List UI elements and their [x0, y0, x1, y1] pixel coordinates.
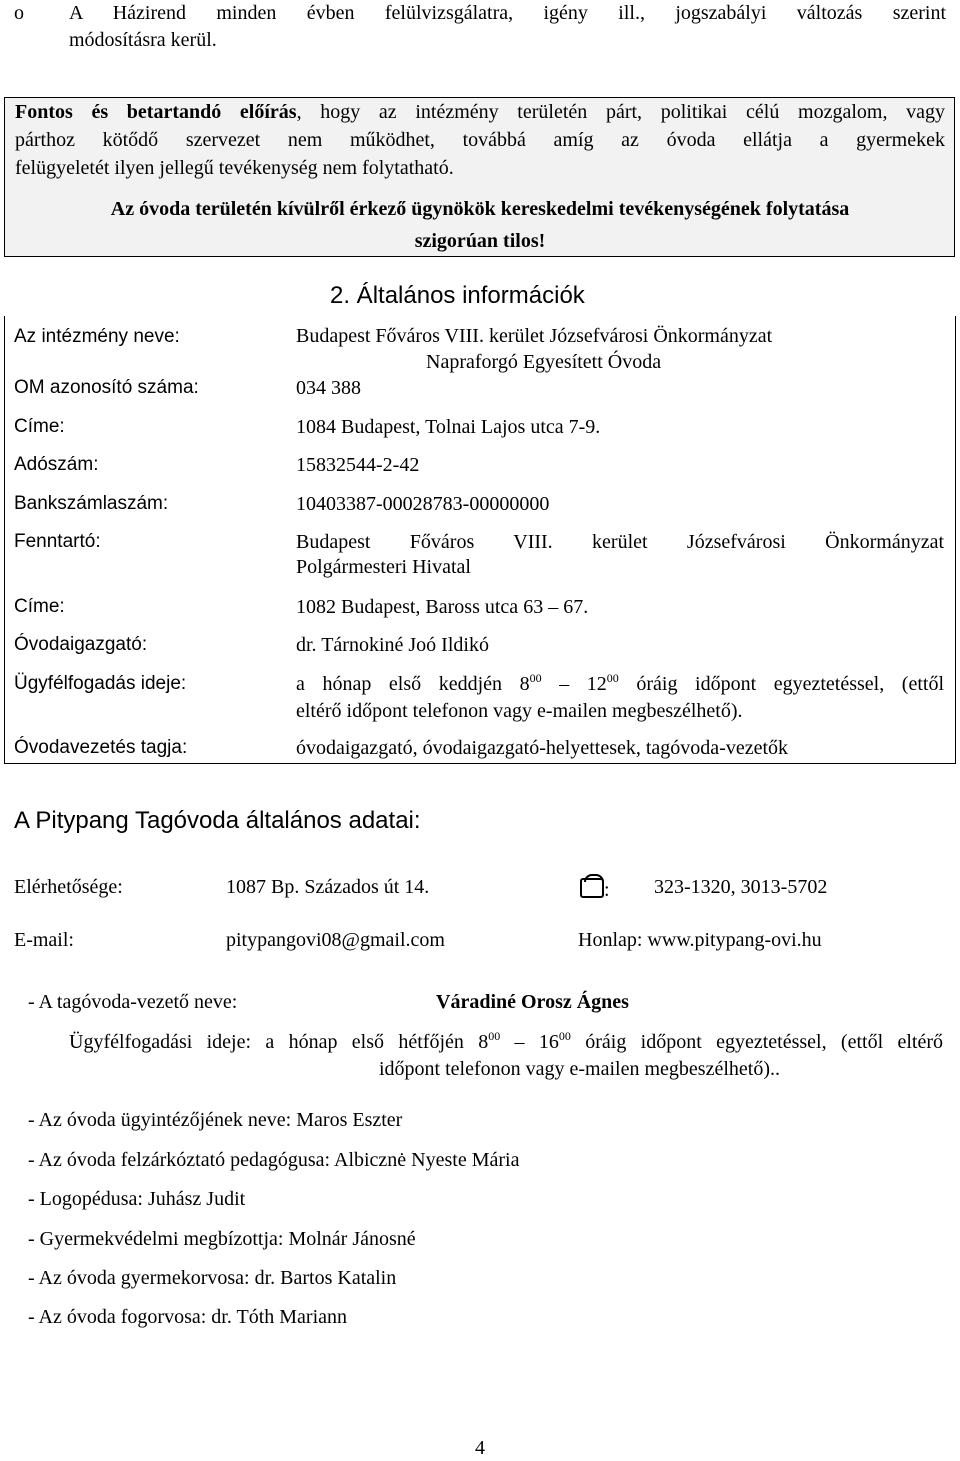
tag-hours-text-3: óráig időpont egyeztetéssel, (ettől eltérő: [570, 1031, 943, 1053]
tag-hours-text-2: – 16: [500, 1031, 559, 1053]
tag-hours-line-1: [69, 1031, 943, 1054]
board-value: óvodaigazgató, óvodaigazgató-helyettesek, tagóvoda-vezetők: [296, 737, 789, 759]
staff-item-doctor: - Az óvoda gyermekorvosa: dr. Bartos Katalin: [28, 1267, 397, 1289]
staff-item-pedagogue: - Az óvoda felzárkóztató pedagógusa: Albicznė Nyeste Mária: [28, 1149, 520, 1171]
om-label: OM azonosító száma:: [14, 377, 199, 398]
leader-label: - A tagóvoda-vezető neve:: [28, 991, 238, 1013]
hours-label: Ügyfélfogadás ideje:: [14, 673, 187, 694]
name-value-1: Budapest Főváros VIII. kerület Józsefvárosi Önkormányzat: [296, 325, 773, 347]
om-value: 034 388: [296, 377, 361, 399]
rule-paragraph: [15, 98, 945, 182]
hours-text-3: óráig időpont egyeztetéssel, (ettől: [618, 673, 945, 695]
hours-text-2: – 12: [541, 673, 607, 695]
bullet-marker: o: [14, 2, 24, 24]
staff-item-speech: - Logopédusa: Juhász Judit: [28, 1188, 246, 1210]
owner-value-1: Budapest Főváros VIII. kerület Józsefvárosi Önkormányzat: [296, 531, 944, 553]
owner-address-label: Címe:: [14, 596, 65, 617]
board-label: Óvodavezetés tagja:: [14, 737, 188, 758]
bullet-line-1: A Házirend minden évben felülvizsgálatra, igény ill., jogszabályi változás szerint: [69, 2, 946, 24]
director-value: dr. Tárnokiné Joó Ildikó: [296, 634, 489, 656]
rule-line-1: , hogy az intézmény területén párt, politikai célú mozgalom, vagy: [296, 101, 945, 123]
website-link[interactable]: Honlap: www.pitypang-ovi.hu: [578, 929, 822, 951]
address-label: Címe:: [14, 416, 65, 437]
contact-value: 1087 Bp. Százados út 14.: [226, 876, 430, 898]
bank-value: 10403387-00028783-00000000: [296, 493, 550, 515]
bullet-line-2: módosításra kerül.: [69, 29, 217, 51]
owner-value-2: Polgármesteri Hivatal: [296, 556, 471, 578]
tagovoda-title: A Pitypang Tagóvoda általános adatai:: [14, 807, 421, 834]
email-value[interactable]: pitypangovi08@gmail.com: [226, 929, 445, 951]
rule-line-3: felügyeletét ilyen jellegű tevékenység nem folytatható.: [15, 157, 454, 179]
director-label: Óvodaigazgató:: [14, 634, 148, 655]
phone-row: [580, 876, 610, 902]
section-title-text: 2. Általános információk: [330, 282, 585, 309]
email-label: E-mail:: [14, 929, 74, 951]
rule-line-2: párthoz kötődő szervezet nem működhet, továbbá amíg az óvoda ellátja a gyermekek: [15, 129, 945, 151]
tax-label: Adószám:: [14, 454, 99, 475]
bank-label: Bankszámlaszám:: [14, 493, 169, 514]
rule-bold-line-2: szigorúan tilos!: [414, 230, 546, 252]
tag-hours-text-1: Ügyfélfogadási ideje: a hónap első hétfőjén 8: [69, 1031, 489, 1053]
hours-line-2: eltérő időpont telefonon vagy e-mailen megbeszélhető).: [296, 700, 743, 722]
contact-label: Elérhetősége:: [14, 876, 123, 898]
phone-value: 323-1320, 3013-5702: [654, 876, 828, 898]
address-value: 1084 Budapest, Tolnai Lajos utca 7-9.: [296, 416, 601, 438]
hours-sup-1: 00: [529, 671, 542, 685]
name-value-2: Napraforgó Egyesített Óvoda: [426, 351, 662, 373]
owner-value: [296, 530, 944, 580]
owner-address-value: 1082 Budapest, Baross utca 63 – 67.: [296, 596, 589, 618]
hours-value: [296, 672, 944, 724]
tax-value: 15832544-2-42: [296, 454, 420, 476]
rule-box: [4, 97, 955, 257]
hours-text-1: a hónap első keddjén 8: [296, 673, 530, 695]
hours-sup-2: 00: [606, 671, 619, 685]
tag-hours-sup-2: 00: [558, 1029, 571, 1043]
rule-bold-paragraph: [15, 193, 945, 257]
staff-item-dentist: - Az óvoda fogorvosa: dr. Tóth Mariann: [28, 1306, 348, 1328]
tag-hours-line-2: időpont telefonon vagy e-mailen megbeszélhető)..: [379, 1058, 780, 1080]
staff-item-admin: - Az óvoda ügyintézőjének neve: Maros Eszter: [28, 1109, 403, 1131]
staff-item-childprotection: - Gyermekvédelmi megbízottja: Molnár Jánosné: [28, 1228, 416, 1250]
page-number: 4: [475, 1437, 485, 1459]
name-label: Az intézmény neve:: [14, 326, 180, 347]
rule-bold-lead: Fontos és betartandó előírás: [15, 101, 297, 123]
rule-bold-line-1: Az óvoda területén kívülről érkező ügynökök kereskedelmi tevékenységének folytatása: [110, 198, 850, 220]
telephone-icon: [580, 878, 604, 898]
leader-value: Váradiné Orosz Ágnes: [436, 991, 629, 1013]
top-bullet-paragraph: [14, 0, 946, 54]
tag-hours-sup-1: 00: [488, 1029, 501, 1043]
owner-label: Fenntartó:: [14, 531, 101, 552]
phone-sep: :: [604, 879, 610, 901]
